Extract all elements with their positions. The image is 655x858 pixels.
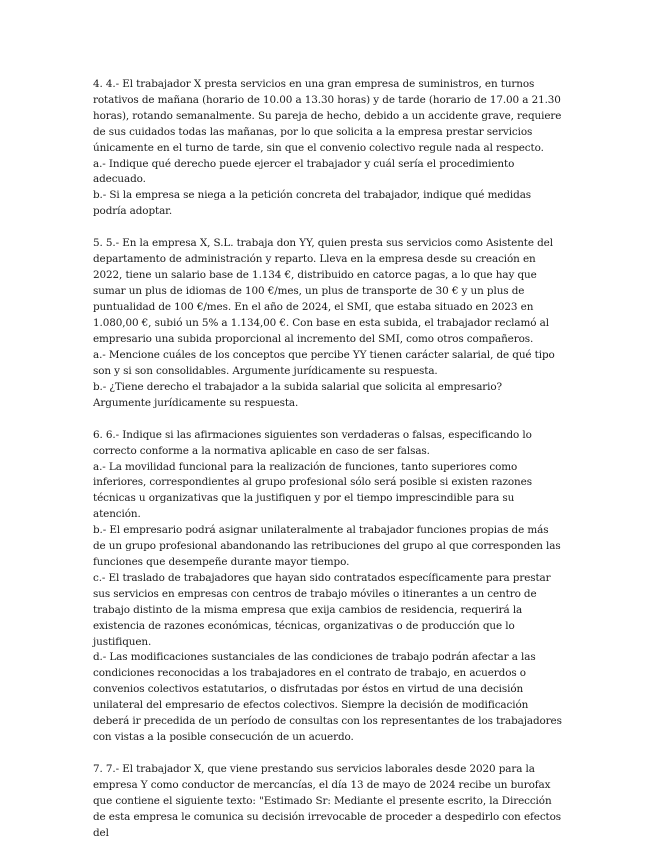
question-5-part-a: a.- Mencione cuáles de los conceptos que percibe YY tienen carácter salarial, de qué tipo son y si son consolidables. Argumente jurídicamente su respuesta.: [93, 348, 555, 377]
document-body: [93, 77, 563, 858]
question-6: [93, 428, 563, 746]
question-6-part-b: b.- El empresario podrá asignar unilateralmente al trabajador funciones propias de más de un grupo profesional abandonando las retribuciones del grupo al que corresponden las funciones que desempeñe durante mayor tiempo.: [93, 524, 561, 568]
question-7-statement: 7. 7.- El trabajador X, que viene prestando sus servicios laborales desde 2020 para la empresa Y como conductor de mercancías, el día 13 de mayo de 2024 recibe un burofax que contiene el siguiente texto: "Estimado Sr: Mediante el presente escrito, la Dirección de esta empresa le comunica su decisión irrevocable de proceder a despedirlo con efectos del: [93, 763, 562, 839]
question-6-part-d: d.- Las modificaciones sustanciales de las condiciones de trabajo podrán afectar a las condiciones reconocidas a los trabajadores en el contrato de trabajo, en acuerdos o convenios colectivos estatutarios, o disfrutadas por éstos en virtud de una decisión unilateral del empresario de efectos colectivos. Siempre la decisión de modificación deberá ir precedida de un período de consultas con los representantes de los trabajadores con vistas a la posible consecución de un acuerdo.: [93, 651, 562, 743]
question-4: [93, 77, 563, 220]
question-7: [93, 762, 563, 842]
question-4-statement: 4. 4.- El trabajador X presta servicios en una gran empresa de suministros, en turnos rotativos de mañana (horario de 10.00 a 13.30 horas) y de tarde (horario de 17.00 a 21.30 horas), rotando semanalmente. Su pareja de hecho, debido a un accidente grave, requiere de sus cuidados todas las mañanas, por lo que solicita a la empresa prestar servicios únicamente en el turno de tarde, sin que el convenio colectivo regule nada al respecto.: [93, 78, 562, 154]
question-5-statement: 5. 5.- En la empresa X, S.L. trabaja don YY, quien presta sus servicios como Asistente del departamento de administración y reparto. Lleva en la empresa desde su creación en 2022, tiene un salario base de 1.134 €, distribuido en catorce pagas, a lo que hay que sumar un plus de idiomas de 100 €/mes, un plus de transporte de 30 € y un plus de puntualidad de 100 €/mes. En el año de 2024, el SMI, que estaba situado en 2023 en 1.080,00 €, subió un 5% a 1.134,00 €. Con base en esta subida, el trabajador reclamó al empresario una subida proporcional al incremento del SMI, como otros compañeros.: [93, 237, 553, 345]
question-5-part-b: b.- ¿Tiene derecho el trabajador a la subida salarial que solicita al empresario? Argumente jurídicamente su respuesta.: [93, 380, 503, 409]
question-6-statement: 6. 6.- Indique si las afirmaciones siguientes son verdaderas o falsas, especificando lo correcto conforme a la normativa aplicable en caso de ser falsas.: [93, 428, 532, 457]
question-5: [93, 236, 563, 411]
question-6-part-c: c.- El traslado de trabajadores que hayan sido contratados específicamente para prestar sus servicios en empresas con centros de trabajo móviles o itinerantes a un centro de trabajo distinto de la misma empresa que exija cambios de residencia, requerirá la existencia de razones económicas, técnicas, organizativas o de producción que lo justifiquen.: [93, 571, 551, 648]
question-6-part-a: a.- La movilidad funcional para la realización de funciones, tanto superiores como inferiores, correspondientes al grupo profesional sólo será posible si existen razones técnicas u organizativas que la justifiquen y por el tiempo imprescindible para su atención.: [93, 460, 532, 521]
question-4-part-a: a.- Indique qué derecho puede ejercer el trabajador y cuál sería el procedimiento adecuado.: [93, 157, 515, 186]
question-4-part-b: b.- Si la empresa se niega a la petición concreta del trabajador, indique qué medidas podría adoptar.: [93, 189, 532, 218]
